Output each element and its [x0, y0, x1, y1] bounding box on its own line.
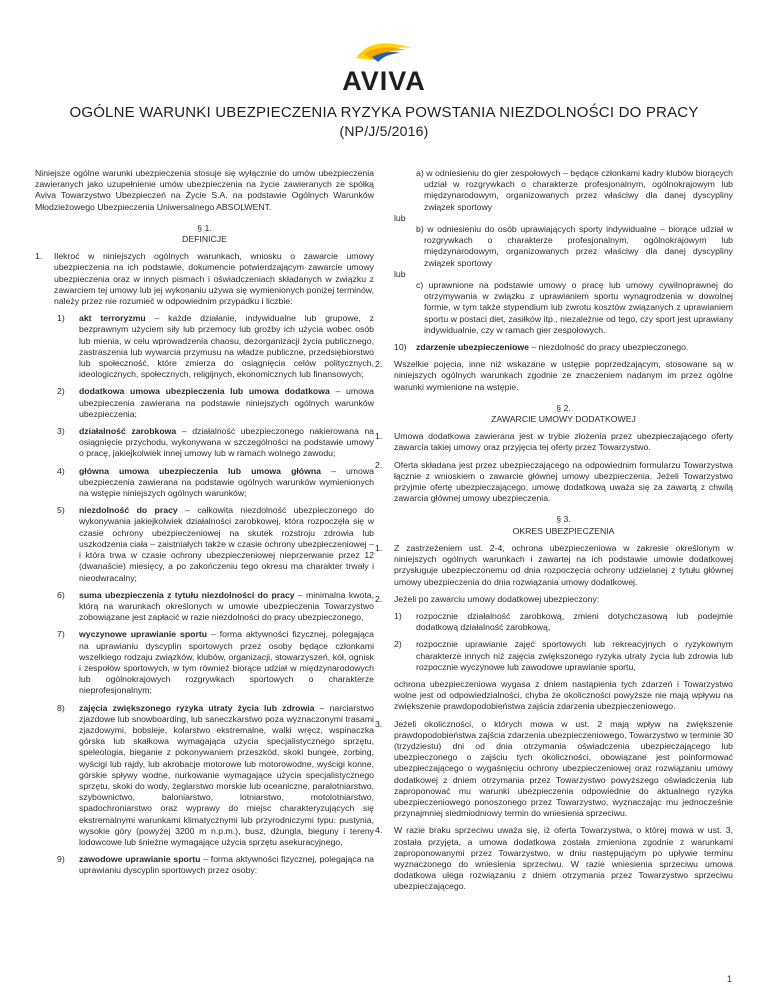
definition-text: – umowa ubezpieczenia zawierana na podstawie niniejszych ogólnych warunków ubezpieczenia; — [79, 386, 375, 419]
definition-item — [57, 426, 374, 460]
subitem-number: 1) — [394, 610, 402, 621]
definition-number: 2) — [57, 386, 65, 397]
paragraph-item — [375, 719, 733, 820]
definitions-list — [35, 313, 374, 876]
subitem-text: rozpocznie działalność zarobkową, zmieni dotychczasową lub podejmie dodatkową działalność zarobkową, — [416, 610, 733, 633]
paragraph-number: 1. — [35, 251, 43, 262]
aviva-bird-icon — [354, 38, 414, 64]
paragraph-item — [375, 431, 733, 453]
paragraph-number: 1. — [375, 542, 383, 553]
paragraph-text: Ilekroć w niniejszych ogólnych warunkach, wniosku o zawarcie umowy ubezpieczenia na ich podstawie, dokumencie potwierdzającym zawarcie umowy ubezpieczenia oraz w innych pismach i oświadczeniach składanych w związku z zawarciem tej umowy lub jej wykonaniu używa się wymienionych poniżej terminów, należy przez nie rozumieć w odpowiednim przypadku i liczbie: — [54, 251, 374, 307]
definition-term: zajęcia zwiększonego ryzyka utraty życia lub zdrowia — [79, 702, 315, 713]
definition-item-10 — [394, 342, 733, 353]
definition-term: zawodowe uprawianie sportu — [79, 854, 201, 865]
definition-term: główna umowa ubezpieczenia lub umowa główna — [79, 465, 321, 476]
document-title — [0, 103, 768, 141]
page-number: 1 — [726, 974, 732, 984]
definition-term: wyczynowe uprawianie sportu — [79, 629, 208, 640]
subitem-text: rozpocznie uprawianie zajęć sportowych lub rekreacyjnych o ryzykownym charakterze innych niż zajęcia zwiększonego ryzyka utraty życia lub zdrowia lub rozpocznie wyczynowe lub zawodowe uprawianie sportu, — [416, 639, 733, 672]
paragraph-number: 2. — [375, 459, 383, 470]
definition-term: niezdolność do pracy — [79, 505, 178, 516]
section-title: OKRES UBEZPIECZENIA — [512, 525, 615, 536]
paragraph-item — [375, 543, 733, 588]
section-number: § 1. — [197, 222, 212, 233]
definition-text: – minimalna kwota, którą na warunkach określonych w umowie ubezpieczenia Towarzystwo zobowiązane jest zapłacić w razie niezdolności do pracy ubezpieczonego, — [79, 589, 374, 623]
definition-text: – każde działanie, indywidualne lub grupowe, z bezprawnym użyciem siły lub przemocy lub groźby ich użycia wobec osób lub mienia, w celu wprowadzenia chaosu, dezorganizacji życia publicznego, zastraszenia lub wywarcia przymusu na władze publiczne, przedsiębiorstwo lub społeczność, które zmierza do osiągnięcia celów politycznych, ideologicznych, społecznych, religijnych, ekonomicznych lub finansowych; — [79, 313, 374, 380]
section-3-heading — [394, 514, 733, 536]
right-column — [375, 168, 733, 893]
definition-text: – forma aktywności fizycznej, polegająca na uprawianiu dyscyplin sportowych przez osoby będące członkami wszelkiego rodzaju związków, klubów, organizacji, stowarzyszeń, kół, ognisk i zespołów sportowych, w tym również biorące udział w międzynarodowych lub ogólnokrajowych rozgrywkach sportowych o charakterze nieprofesjonalnym; — [79, 629, 374, 696]
paragraph-item — [375, 594, 733, 605]
definition-subitem: a) w odniesieniu do gier zespołowych – będące członkami kadry klubów biorących udział w rozgrywkach o charakterze profesjonalnym, ogólnokrajowym lub międzynarodowym, organizowanych przez właściwy dla danej dyscypliny związek sportowy — [416, 168, 733, 212]
definition-subitem: b) w odniesieniu do osób uprawiających sporty indywidualne – biorące udział w rozgrywkach o charakterze profesjonalnym, ogólnokrajowym lub międzynarodowym, organizowanych przez właściwy dla danej dyscypliny związek sportowy — [416, 224, 733, 268]
definition-text: – działalność ubezpieczonego nakierowana na osiągnięcie przychodu, wykonywana w szczególności na podstawie umowy o pracę, jakiejkolwiek innej umowy lub w ramach wolnego zawodu; — [79, 426, 374, 459]
definition-item — [57, 505, 374, 583]
section-3-items — [375, 543, 733, 893]
definition-9-subitems — [394, 168, 733, 336]
paragraph-number: 2. — [375, 359, 383, 370]
definition-item — [57, 590, 374, 624]
definition-text: – całkowita niezdolność ubezpieczonego do wykonywania jakiejkolwiek działalności zarobkowej, która rozpoczęła się w czasie ochrony ubezpieczeniowej na skutek rozstroju zdrowia lub uszkodzenia ciała – zaistniałych także w czasie ochrony ubezpieczeniowej – i która trwa w czasie ochrony ubezpieczeniowej nieprzerwanie przez 12 (dwanaście) miesięcy, a po zakończeniu tego okresu ma charakter trwały i nieodwracalny; — [79, 505, 374, 583]
paragraph-item — [375, 359, 733, 393]
left-column — [35, 168, 374, 877]
definition-item — [57, 854, 374, 876]
paragraph-text: Jeżeli po zawarciu umowy dodatkowej ubezpieczony: — [394, 593, 600, 604]
definition-item — [57, 466, 374, 500]
paragraph-text: ochrona ubezpieczeniowa wygasa z dniem nastąpienia tych zdarzeń i Towarzystwo wolne jest od odpowiedzialności, chyba że okoliczności powyższe nie mają wpływu na zwiększenie prawdopodobieństwa zajścia zdarzenia ubezpieczeniowego. — [394, 678, 733, 712]
section-title: DEFINICJE — [182, 234, 227, 245]
paragraph-item — [375, 460, 733, 505]
paragraph-item — [35, 251, 374, 307]
definition-item — [57, 703, 374, 849]
definition-number: 8) — [57, 702, 65, 713]
paragraph-text: Wszelkie pojęcia, inne niż wskazane w ustępie poprzedzającym, stosowane są w niniejszych ogólnych warunkach zgodnie ze znaczeniem nadanym im przez ogólne warunki wymienione na wstępie. — [394, 359, 733, 392]
section-number: § 2. — [556, 402, 571, 413]
paragraph-subitems — [375, 611, 733, 673]
definition-term: suma ubezpieczenia z tytułu niezdolności do pracy — [79, 589, 295, 600]
paragraph-text: Umowa dodatkowa zawierana jest w trybie złożenia przez ubezpieczającego oferty zawarcia takiej umowy oraz przyjęcia tej oferty przez Towarzystwo. — [394, 431, 733, 453]
intro-paragraph: Niniejsze ogólne warunki ubezpieczenia stosuje się wyłącznie do umów ubezpieczenia zawieranych jako uzupełnienie umów ubezpieczenia na życie zawieranych ze spółką Aviva Towarzystwo Ubezpieczeń na Życie S.A. na podstawie Ogólnych Warunków Młodzieżowego Ubezpieczenia Uniwersalnego ABSOLWENT. — [35, 168, 374, 212]
logo-text: AVIVA — [342, 66, 426, 96]
definition-number: 10) — [394, 342, 407, 353]
section-1-heading — [35, 223, 374, 245]
paragraph-text: W razie braku sprzeciwu uważa się, iż oferta Towarzystwa, o której mowa w ust. 3, została przyjęta, a umowa dodatkowa została zmieniona zgodnie z warunkami zaproponowanymi przez Towarzystwo, w dniu następującym po upływie terminu wyznaczonego do wniesienia sprzeciwu. W razie wniesienia sprzeciwu umowa dodatkowa ulega rozwiązaniu z dniem otrzymania przez Towarzystwo sprzeciwu ubezpieczającego. — [394, 825, 733, 892]
paragraph-subitem — [394, 611, 733, 633]
title-code: (NP/J/5/2016) — [339, 123, 429, 139]
definition-number: 5) — [57, 505, 65, 516]
definition-text: – niezdolność do pracy ubezpieczonego. — [528, 342, 689, 353]
definition-term: akt terroryzmu — [79, 313, 146, 324]
paragraph-subitem — [394, 639, 733, 673]
paragraph-text: Z zastrzeżeniem ust. 2-4, ochrona ubezpieczeniowa w zakresie określonym w niniejszych ogólnych warunkach i zawartej na ich podstawie umowie dodatkowej przysługuje ubezpieczonemu od dnia rozpoczęcia ochrony udzielanej z tytułu głównej umowy ubezpieczenia do dnia rozwiązania umowy dodatkowej. — [394, 542, 733, 587]
definition-number: 7) — [57, 629, 65, 640]
definition-subitem: lub — [394, 268, 406, 279]
definition-item — [57, 386, 374, 420]
definition-item — [57, 313, 374, 380]
section-2-heading — [394, 403, 733, 425]
definition-text: – narciarstwo zjazdowe lub snowboarding, lub saneczkarstwo poza wyznaczonymi trasami zjazdowymi, bobsleje, kolarstwo ekstremalne, walki wręcz, wspinaczka górska lub skałkowa wymagająca użycia specjalistycznego sprzętu, speleologia, bieganie z pokonywaniem przeszkód, skoki bungee, zorbing, wyścigi lub rajdy, lub akrobacje motorowe lub motorowodne, wyścigi konne, górskie spływy wodne, nurkowanie wymagające użycia specjalistycznego sprzętu, skoki do wody, żeglarstwo morskie lub oceaniczne, paralotniarstwo, szybownictwo, baloniarstwo, lotniarstwo, motolotniarstwo, spadochroniarstwo oraz wyprawy do miejsc charakteryzujących się ekstremalnymi warunkami klimatycznymi lub przyrodniczymi typu: pustynia, wysokie góry (powyżej 3200 m n.p.m.), busz, dżungla, bieguny i tereny lodowcowe lub śnieżne wymagające użycia sprzętu asekuracyjnego, — [79, 702, 375, 847]
definition-term: zdarzenie ubezpieczeniowe — [416, 342, 529, 353]
paragraph-number: 3. — [375, 718, 383, 729]
paragraph-number: 2. — [375, 593, 383, 604]
definition-text: – umowa ubezpieczenia zawierana na podstawie ogólnych warunków wymienionych na wstępie niniejszych ogólnych warunków; — [79, 465, 374, 499]
paragraph-text: Oferta składana jest przez ubezpieczającego na odpowiednim formularzu Towarzystwa łącznie z wnioskiem o zawarcie głównej umowy ubezpieczenia. Jeżeli Towarzystwo przyjmie ofertę ubezpieczającego, umowę dodatkową uważa się za zawartą z chwilą zawarcia głównej umowy ubezpieczenia. — [394, 459, 733, 504]
definition-number: 4) — [57, 465, 65, 476]
section-number: § 3. — [556, 514, 571, 525]
definition-number: 6) — [57, 589, 65, 600]
definition-number: 3) — [57, 426, 65, 437]
paragraph-number: 4. — [375, 825, 383, 836]
definition-number: 9) — [57, 854, 65, 865]
definition-term: dodatkowa umowa ubezpieczenia lub umowa dodatkowa — [79, 386, 330, 397]
paragraph-text: Jeżeli okoliczności, o których mowa w ust. 2 mają wpływ na zwiększenie prawdopodobieństwa zajścia zdarzenia ubezpieczeniowego, Towarzystwo w terminie 30 (trzydziestu) dni od dnia otrzymania oświadczenia ubezpieczającego lub ubezpieczonego o zajściu tych okoliczności, obowiązane jest poinformować ubezpieczającego o wygaśnięciu ochrony ubezpieczeniowej oraz rozwiązaniu umowy dodatkowej z dniem otrzymania przez Towarzystwo powyższego oświadczenia lub zaproponować mu warunki ubezpieczenia odpowiednie do aktualnego ryzyka ubezpieczeniowego ponoszonego przez Towarzystwo, wyznaczając mu jednocześnie przynajmniej siedmiodniowy termin do wniesienia sprzeciwu. — [394, 718, 733, 819]
definition-subitem: c) uprawnione na podstawie umowy o pracę lub umowy cywilnoprawnej do otrzymywania w związku z uprawianiem sportu wynagrodzenia w dowolnej formie, w tym także stypendium lub zwrotu kosztów związanych z uprawianiem sportu w postaci diet, zasiłków itp., niezależnie od tego, czy sport jest uprawiany indywidualnie, czy w ramach gier zespołowych. — [416, 280, 733, 335]
definition-subitem: lub — [394, 212, 406, 223]
section-title: ZAWARCIE UMOWY DODATKOWEJ — [491, 414, 636, 425]
definition-number: 1) — [57, 313, 65, 324]
title-main: OGÓLNE WARUNKI UBEZPIECZENIA RYZYKA POWSTANIA NIEZDOLNOŚCI DO PRACY — [69, 104, 699, 121]
paragraph-item — [375, 825, 733, 892]
paragraph-number: 1. — [375, 431, 383, 442]
section-2-items — [375, 431, 733, 504]
subitem-number: 2) — [394, 639, 402, 650]
aviva-logo — [0, 38, 768, 96]
definition-item — [57, 629, 374, 696]
definition-text: – forma aktywności fizycznej, polegająca na uprawianiu dyscyplin sportowych przez osoby: — [79, 854, 374, 876]
definition-term: działalność zarobkowa — [79, 426, 177, 437]
